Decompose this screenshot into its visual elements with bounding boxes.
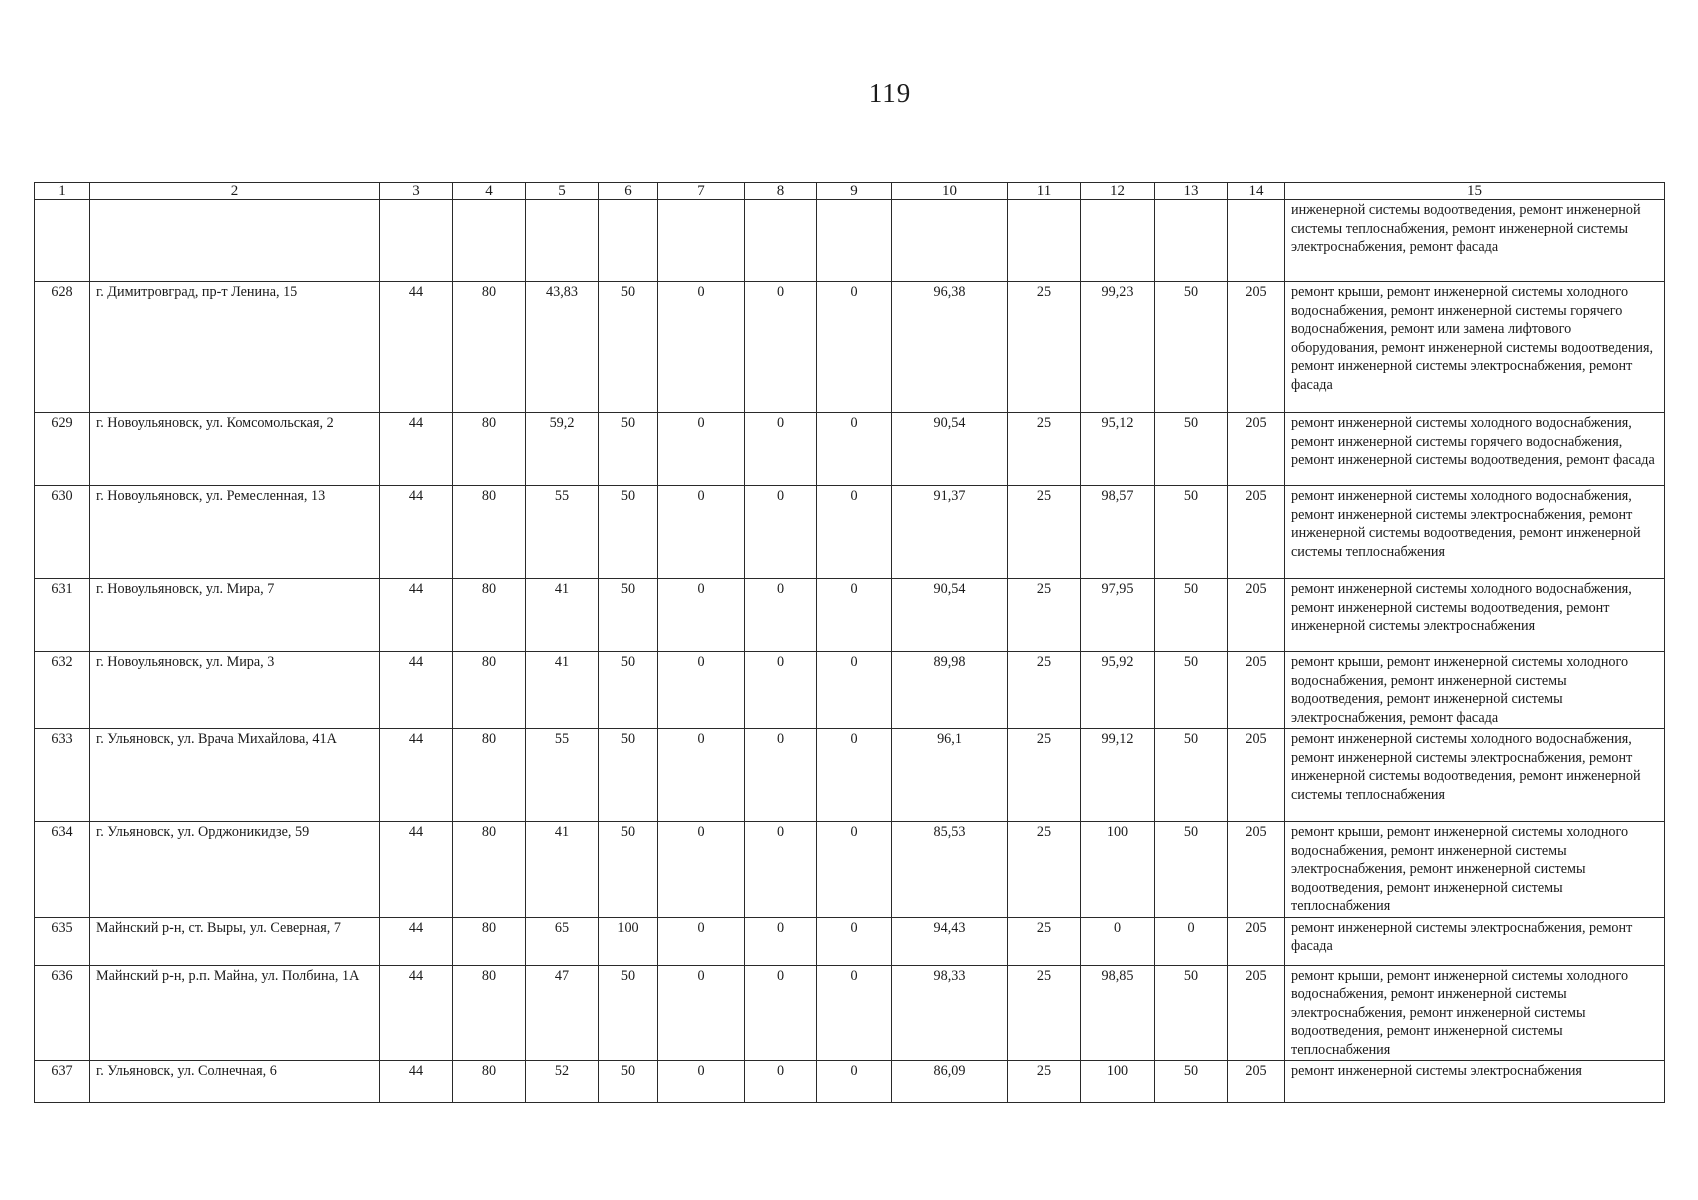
continuation-cell-7 — [658, 200, 745, 282]
col8-cell: 0 — [745, 965, 817, 1061]
col5-cell: 43,83 — [526, 282, 599, 413]
col5-cell: 55 — [526, 729, 599, 822]
col5-cell: 52 — [526, 1061, 599, 1103]
col9-cell: 0 — [817, 486, 892, 579]
col8-cell: 0 — [745, 413, 817, 486]
col8-cell: 0 — [745, 282, 817, 413]
col4-cell: 80 — [453, 965, 526, 1061]
row-number: 630 — [35, 486, 90, 579]
col14-cell: 205 — [1228, 579, 1285, 652]
address-cell: г. Ульяновск, ул. Врача Михайлова, 41А — [90, 729, 380, 822]
col11-cell: 25 — [1008, 282, 1081, 413]
col7-cell: 0 — [658, 917, 745, 965]
row-number: 637 — [35, 1061, 90, 1103]
col7-cell: 0 — [658, 965, 745, 1061]
col5-cell: 65 — [526, 917, 599, 965]
address-cell: г. Ульяновск, ул. Орджоникидзе, 59 — [90, 822, 380, 918]
row-number: 635 — [35, 917, 90, 965]
col6-cell: 50 — [599, 579, 658, 652]
col6-cell: 50 — [599, 1061, 658, 1103]
column-header-1: 1 — [35, 183, 90, 200]
continuation-row — [35, 200, 1665, 282]
col5-cell: 41 — [526, 822, 599, 918]
col9-cell: 0 — [817, 729, 892, 822]
continuation-cell-11 — [1008, 200, 1081, 282]
col14-cell: 205 — [1228, 917, 1285, 965]
col11-cell: 25 — [1008, 965, 1081, 1061]
col12-cell: 98,57 — [1081, 486, 1155, 579]
row-number: 632 — [35, 652, 90, 729]
address-cell: г. Новоульяновск, ул. Мира, 3 — [90, 652, 380, 729]
column-header-10: 10 — [892, 183, 1008, 200]
col5-cell: 59,2 — [526, 413, 599, 486]
col8-cell: 0 — [745, 729, 817, 822]
col4-cell: 80 — [453, 486, 526, 579]
col5-cell: 41 — [526, 652, 599, 729]
col8-cell: 0 — [745, 917, 817, 965]
continuation-cell-4 — [453, 200, 526, 282]
col3-cell: 44 — [380, 1061, 453, 1103]
col14-cell: 205 — [1228, 822, 1285, 918]
col13-cell: 50 — [1155, 1061, 1228, 1103]
works-cell: ремонт крыши, ремонт инженерной системы холодного водоснабжения, ремонт инженерной системы электроснабжения, ремонт инженерной системы водоотведения, ремонт инженерной системы теплоснабжения — [1285, 822, 1665, 918]
works-cell: ремонт инженерной системы холодного водоснабжения, ремонт инженерной системы электроснабжения, ремонт инженерной системы водоотведения, ремонт инженерной системы теплоснабжения — [1285, 729, 1665, 822]
col6-cell: 50 — [599, 965, 658, 1061]
address-cell: Майнский р-н, р.п. Майна, ул. Полбина, 1А — [90, 965, 380, 1061]
col13-cell: 50 — [1155, 486, 1228, 579]
continuation-cell-9 — [817, 200, 892, 282]
continuation-cell-8 — [745, 200, 817, 282]
col9-cell: 0 — [817, 579, 892, 652]
col4-cell: 80 — [453, 413, 526, 486]
col3-cell: 44 — [380, 729, 453, 822]
works-cell: ремонт инженерной системы электроснабжения, ремонт фасада — [1285, 917, 1665, 965]
column-header-2: 2 — [90, 183, 380, 200]
col11-cell: 25 — [1008, 917, 1081, 965]
col12-cell: 97,95 — [1081, 579, 1155, 652]
col14-cell: 205 — [1228, 729, 1285, 822]
col14-cell: 205 — [1228, 1061, 1285, 1103]
works-cell: ремонт инженерной системы электроснабжения — [1285, 1061, 1665, 1103]
col11-cell: 25 — [1008, 413, 1081, 486]
column-header-12: 12 — [1081, 183, 1155, 200]
continuation-cell-6 — [599, 200, 658, 282]
col7-cell: 0 — [658, 652, 745, 729]
col4-cell: 80 — [453, 1061, 526, 1103]
col13-cell: 50 — [1155, 822, 1228, 918]
column-header-5: 5 — [526, 183, 599, 200]
column-number-row — [35, 183, 1665, 200]
continuation-cell-12 — [1081, 200, 1155, 282]
col7-cell: 0 — [658, 729, 745, 822]
col6-cell: 50 — [599, 486, 658, 579]
col12-cell: 100 — [1081, 822, 1155, 918]
column-header-11: 11 — [1008, 183, 1081, 200]
row-number: 631 — [35, 579, 90, 652]
row-number: 634 — [35, 822, 90, 918]
col10-cell: 90,54 — [892, 413, 1008, 486]
col7-cell: 0 — [658, 486, 745, 579]
table-row — [35, 579, 1665, 652]
address-cell: г. Димитровград, пр-т Ленина, 15 — [90, 282, 380, 413]
address-cell: г. Новоульяновск, ул. Мира, 7 — [90, 579, 380, 652]
works-cell: ремонт инженерной системы холодного водоснабжения, ремонт инженерной системы горячего водоснабжения, ремонт инженерной системы водоотведения, ремонт фасада — [1285, 413, 1665, 486]
address-cell: г. Ульяновск, ул. Солнечная, 6 — [90, 1061, 380, 1103]
col10-cell: 98,33 — [892, 965, 1008, 1061]
works-cell: ремонт крыши, ремонт инженерной системы холодного водоснабжения, ремонт инженерной системы электроснабжения, ремонт инженерной системы водоотведения, ремонт инженерной системы теплоснабжения — [1285, 965, 1665, 1061]
col4-cell: 80 — [453, 579, 526, 652]
col11-cell: 25 — [1008, 652, 1081, 729]
col13-cell: 50 — [1155, 652, 1228, 729]
col7-cell: 0 — [658, 822, 745, 918]
col11-cell: 25 — [1008, 579, 1081, 652]
col3-cell: 44 — [380, 282, 453, 413]
col9-cell: 0 — [817, 965, 892, 1061]
address-cell: Майнский р-н, ст. Выры, ул. Северная, 7 — [90, 917, 380, 965]
col13-cell: 50 — [1155, 729, 1228, 822]
col10-cell: 90,54 — [892, 579, 1008, 652]
col4-cell: 80 — [453, 822, 526, 918]
col9-cell: 0 — [817, 822, 892, 918]
col8-cell: 0 — [745, 822, 817, 918]
col6-cell: 50 — [599, 822, 658, 918]
col8-cell: 0 — [745, 1061, 817, 1103]
col3-cell: 44 — [380, 965, 453, 1061]
col6-cell: 50 — [599, 413, 658, 486]
col6-cell: 50 — [599, 652, 658, 729]
col10-cell: 85,53 — [892, 822, 1008, 918]
col14-cell: 205 — [1228, 486, 1285, 579]
table-row — [35, 965, 1665, 1061]
col10-cell: 91,37 — [892, 486, 1008, 579]
table-row — [35, 652, 1665, 729]
continuation-cell-5 — [526, 200, 599, 282]
col12-cell: 100 — [1081, 1061, 1155, 1103]
repair-register-table — [34, 182, 1665, 1103]
row-number: 633 — [35, 729, 90, 822]
col10-cell: 96,1 — [892, 729, 1008, 822]
table-row — [35, 822, 1665, 918]
col14-cell: 205 — [1228, 652, 1285, 729]
address-cell: г. Новоульяновск, ул. Ремесленная, 13 — [90, 486, 380, 579]
table-body — [35, 200, 1665, 1103]
column-header-14: 14 — [1228, 183, 1285, 200]
column-header-3: 3 — [380, 183, 453, 200]
column-header-4: 4 — [453, 183, 526, 200]
col3-cell: 44 — [380, 917, 453, 965]
col13-cell: 50 — [1155, 579, 1228, 652]
row-number: 636 — [35, 965, 90, 1061]
col4-cell: 80 — [453, 652, 526, 729]
col8-cell: 0 — [745, 486, 817, 579]
col13-cell: 0 — [1155, 917, 1228, 965]
col12-cell: 95,12 — [1081, 413, 1155, 486]
col7-cell: 0 — [658, 413, 745, 486]
works-cell: ремонт инженерной системы холодного водоснабжения, ремонт инженерной системы электроснабжения, ремонт инженерной системы водоотведения, ремонт инженерной системы теплоснабжения — [1285, 486, 1665, 579]
row-number: 629 — [35, 413, 90, 486]
col7-cell: 0 — [658, 282, 745, 413]
col3-cell: 44 — [380, 413, 453, 486]
col11-cell: 25 — [1008, 729, 1081, 822]
col9-cell: 0 — [817, 652, 892, 729]
col4-cell: 80 — [453, 917, 526, 965]
col10-cell: 89,98 — [892, 652, 1008, 729]
col11-cell: 25 — [1008, 1061, 1081, 1103]
column-header-6: 6 — [599, 183, 658, 200]
continuation-cell-10 — [892, 200, 1008, 282]
col4-cell: 80 — [453, 729, 526, 822]
continuation-cell-13 — [1155, 200, 1228, 282]
col11-cell: 25 — [1008, 822, 1081, 918]
col13-cell: 50 — [1155, 282, 1228, 413]
table-row — [35, 729, 1665, 822]
col7-cell: 0 — [658, 579, 745, 652]
column-header-13: 13 — [1155, 183, 1228, 200]
col13-cell: 50 — [1155, 965, 1228, 1061]
table-row — [35, 1061, 1665, 1103]
col8-cell: 0 — [745, 652, 817, 729]
col12-cell: 98,85 — [1081, 965, 1155, 1061]
continuation-cell-14 — [1228, 200, 1285, 282]
column-header-9: 9 — [817, 183, 892, 200]
col8-cell: 0 — [745, 579, 817, 652]
col9-cell: 0 — [817, 1061, 892, 1103]
col10-cell: 86,09 — [892, 1061, 1008, 1103]
table-row — [35, 282, 1665, 413]
row-number: 628 — [35, 282, 90, 413]
col12-cell: 0 — [1081, 917, 1155, 965]
column-header-7: 7 — [658, 183, 745, 200]
col9-cell: 0 — [817, 917, 892, 965]
col3-cell: 44 — [380, 652, 453, 729]
col5-cell: 41 — [526, 579, 599, 652]
col14-cell: 205 — [1228, 965, 1285, 1061]
col12-cell: 95,92 — [1081, 652, 1155, 729]
table-row — [35, 413, 1665, 486]
continuation-works-cell: инженерной системы водоотведения, ремонт инженерной системы теплоснабжения, ремонт инженерной системы электроснабжения, ремонт фасада — [1285, 200, 1665, 282]
column-header-8: 8 — [745, 183, 817, 200]
col7-cell: 0 — [658, 1061, 745, 1103]
works-cell: ремонт инженерной системы холодного водоснабжения, ремонт инженерной системы водоотведения, ремонт инженерной системы электроснабжения — [1285, 579, 1665, 652]
col3-cell: 44 — [380, 486, 453, 579]
col14-cell: 205 — [1228, 413, 1285, 486]
col14-cell: 205 — [1228, 282, 1285, 413]
col5-cell: 55 — [526, 486, 599, 579]
col12-cell: 99,23 — [1081, 282, 1155, 413]
col6-cell: 50 — [599, 282, 658, 413]
table-row — [35, 917, 1665, 965]
page-number: 119 — [868, 78, 912, 108]
col9-cell: 0 — [817, 282, 892, 413]
col9-cell: 0 — [817, 413, 892, 486]
col6-cell: 50 — [599, 729, 658, 822]
works-cell: ремонт крыши, ремонт инженерной системы холодного водоснабжения, ремонт инженерной системы водоотведения, ремонт инженерной системы электроснабжения, ремонт фасада — [1285, 652, 1665, 729]
col4-cell: 80 — [453, 282, 526, 413]
col6-cell: 100 — [599, 917, 658, 965]
col13-cell: 50 — [1155, 413, 1228, 486]
continuation-cell-1 — [35, 200, 90, 282]
address-cell: г. Новоульяновск, ул. Комсомольская, 2 — [90, 413, 380, 486]
col3-cell: 44 — [380, 822, 453, 918]
col3-cell: 44 — [380, 579, 453, 652]
col5-cell: 47 — [526, 965, 599, 1061]
continuation-cell-2 — [90, 200, 380, 282]
continuation-cell-3 — [380, 200, 453, 282]
col12-cell: 99,12 — [1081, 729, 1155, 822]
column-header-15: 15 — [1285, 183, 1665, 200]
col10-cell: 96,38 — [892, 282, 1008, 413]
col10-cell: 94,43 — [892, 917, 1008, 965]
table-row — [35, 486, 1665, 579]
works-cell: ремонт крыши, ремонт инженерной системы холодного водоснабжения, ремонт инженерной системы горячего водоснабжения, ремонт или замена лифтового оборудования, ремонт инженерной системы водоотведения, ремонт инженерной системы электроснабжения, ремонт фасада — [1285, 282, 1665, 413]
col11-cell: 25 — [1008, 486, 1081, 579]
